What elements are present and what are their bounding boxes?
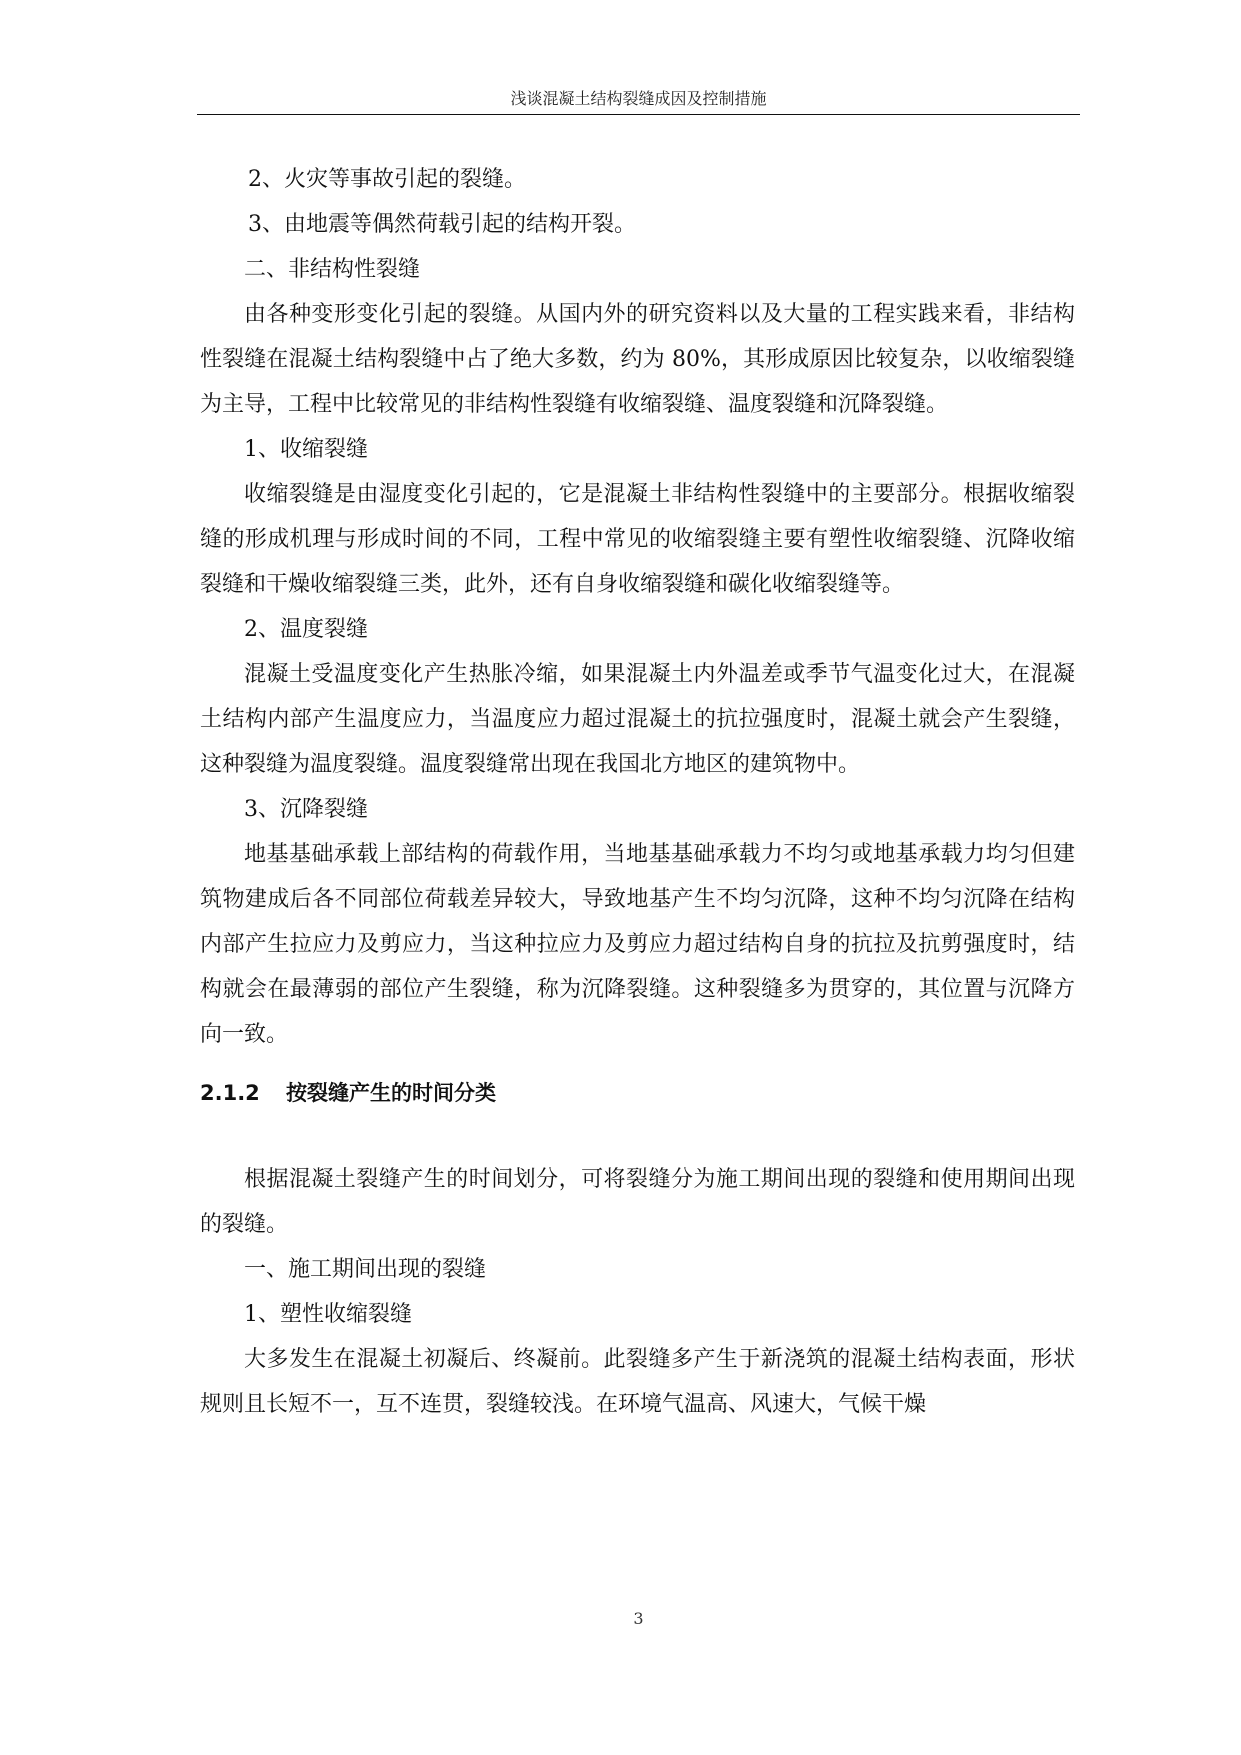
subheading: 二、非结构性裂缝 xyxy=(244,257,421,282)
subheading: 1、塑性收缩裂缝 xyxy=(244,1302,412,1327)
section-heading xyxy=(200,1072,1075,1114)
document-body xyxy=(200,157,1075,1427)
subheading: 一、施工期间出现的裂缝 xyxy=(244,1257,487,1282)
section-heading-number: 2.1.2 xyxy=(200,1081,260,1105)
page-number: 3 xyxy=(633,1609,644,1628)
paragraph: 2、火灾等事故引起的裂缝。 xyxy=(248,167,526,192)
page-header-title: 浅谈混凝土结构裂缝成因及控制措施 xyxy=(510,89,767,108)
paragraph: 3、由地震等偶然荷载引起的结构开裂。 xyxy=(248,212,636,237)
paragraph: 地基基础承载上部结构的荷载作用，当地基基础承载力不均匀或地基承载力均匀但建筑物建成后各不同部位荷载差异较大，导致地基产生不均匀沉降，这种不均匀沉降在结构内部产生拉应力及剪应力，当这种拉应力及剪应力超过结构自身的抗拉及抗剪强度时，结构就会在最薄弱的部位产生裂缝，称为沉降裂缝。这种裂缝多为贯穿的，其位置与沉降方向一致。 xyxy=(200,842,1075,1047)
subheading: 1、收缩裂缝 xyxy=(244,437,368,462)
paragraph: 收缩裂缝是由湿度变化引起的，它是混凝土非结构性裂缝中的主要部分。根据收缩裂缝的形成机理与形成时间的不同，工程中常见的收缩裂缝主要有塑性收缩裂缝、沉降收缩裂缝和干燥收缩裂缝三类，此外，还有自身收缩裂缝和碳化收缩裂缝等。 xyxy=(200,482,1075,597)
header-rule xyxy=(197,114,1080,115)
subheading: 3、沉降裂缝 xyxy=(244,797,368,822)
paragraph: 混凝土受温度变化产生热胀冷缩，如果混凝土内外温差或季节气温变化过大，在混凝土结构内部产生温度应力，当温度应力超过混凝土的抗拉强度时，混凝土就会产生裂缝，这种裂缝为温度裂缝。温度裂缝常出现在我国北方地区的建筑物中。 xyxy=(200,662,1075,777)
section-heading-text: 按裂缝产生的时间分类 xyxy=(286,1081,496,1105)
paragraph: 大多发生在混凝土初凝后、终凝前。此裂缝多产生于新浇筑的混凝土结构表面，形状规则且长短不一，互不连贯，裂缝较浅。在环境气温高、风速大，气候干燥 xyxy=(200,1347,1075,1417)
paragraph: 根据混凝土裂缝产生的时间划分，可将裂缝分为施工期间出现的裂缝和使用期间出现的裂缝。 xyxy=(200,1167,1075,1237)
paragraph: 由各种变形变化引起的裂缝。从国内外的研究资料以及大量的工程实践来看，非结构性裂缝在混凝土结构裂缝中占了绝大多数，约为 80%，其形成原因比较复杂，以收缩裂缝为主导，工程中比较常见的非结构性裂缝有收缩裂缝、温度裂缝和沉降裂缝。 xyxy=(200,302,1075,417)
subheading: 2、温度裂缝 xyxy=(244,617,368,642)
